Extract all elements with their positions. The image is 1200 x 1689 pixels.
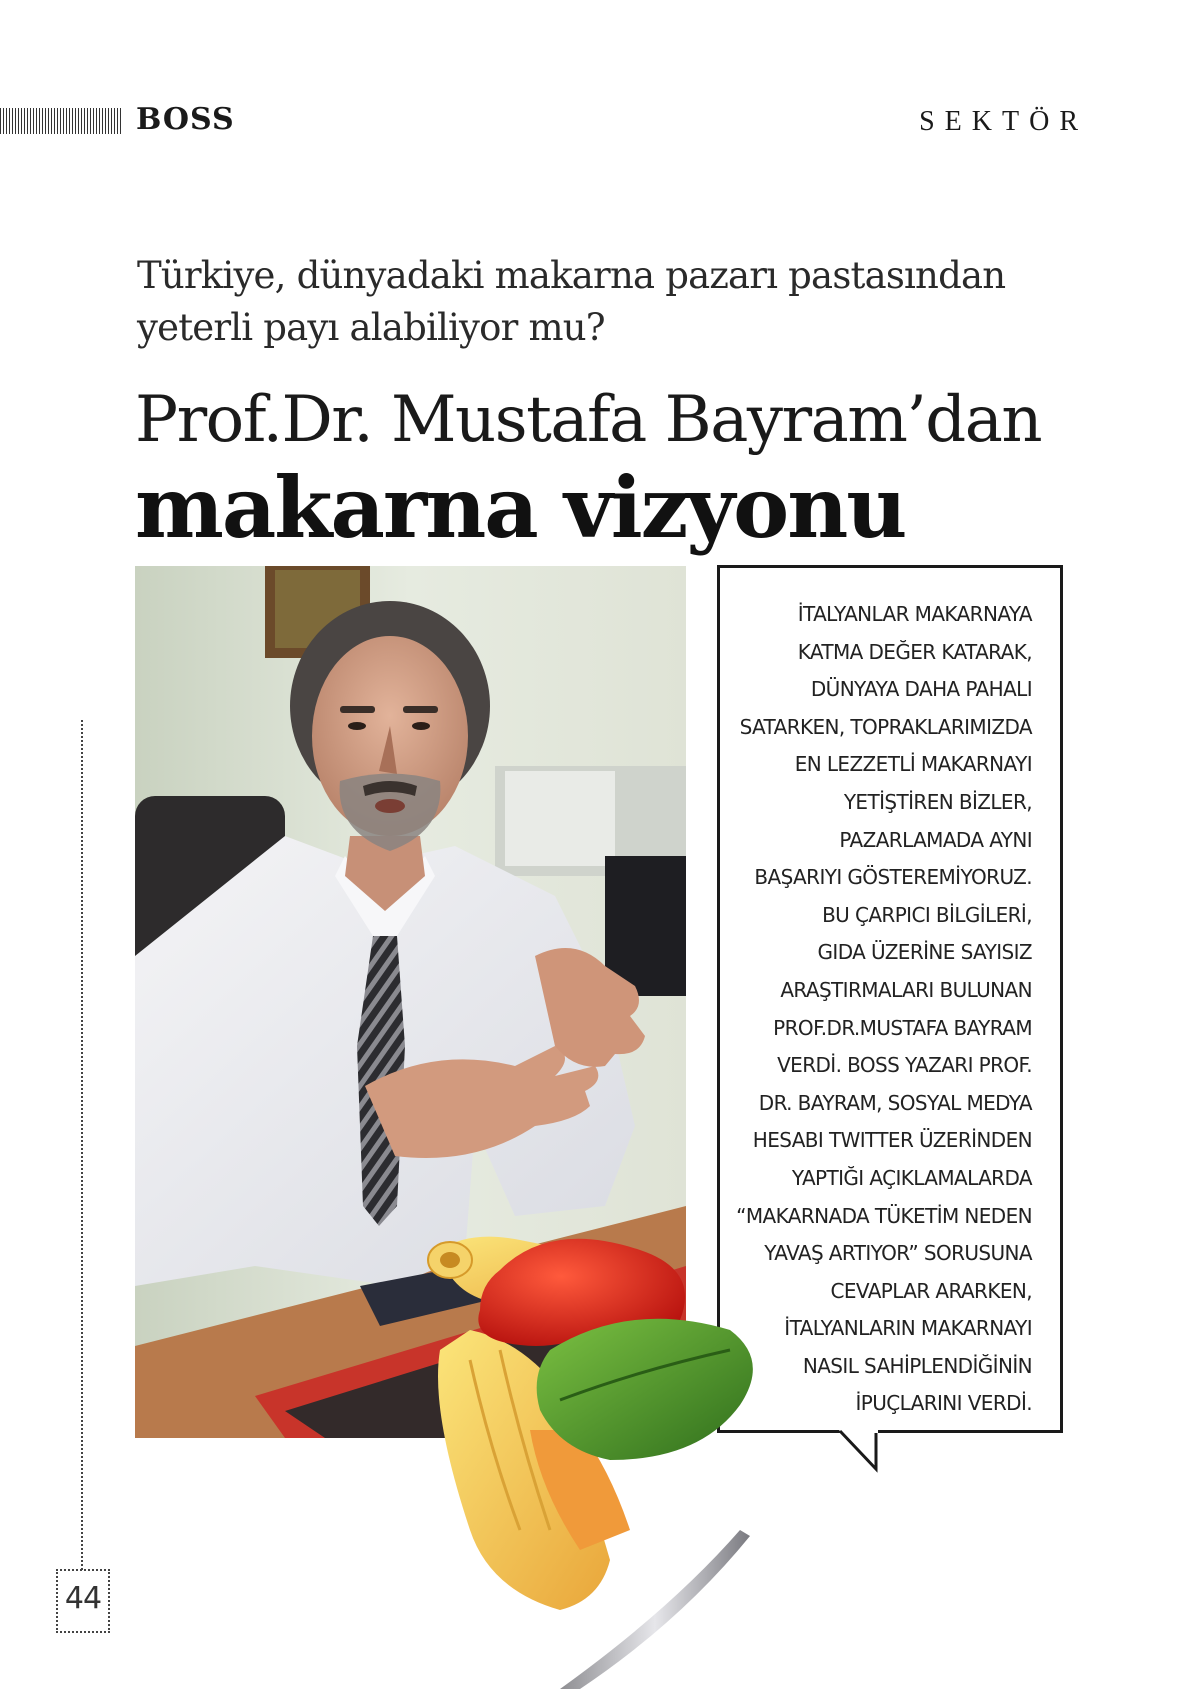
page-number: 44 [64, 1581, 102, 1616]
article-subtitle: Türkiye, dünyadaki makarna pazarı pastasından yeterli payı alabiliyor mu? [137, 254, 1006, 349]
magazine-logo: BOSS [136, 102, 235, 137]
margin-dotted-line [81, 720, 83, 1570]
section-label: SEKTÖR [919, 106, 1088, 137]
pasta-fork-illustration [410, 1230, 850, 1689]
barcode-decoration [0, 108, 122, 134]
article-title-line1: Prof.Dr. Mustafa Bayram’dan [135, 383, 1042, 457]
page-number-box [56, 1569, 110, 1633]
pull-quote-text: İTALYANLAR MAKARNAYA KATMA DEĞER KATARAK, DÜNYAYA DAHA PAHALI SATARKEN, TOPRAKLARIMIZDA EN LEZZETLİ MAKARNAYI YETİŞTİREN BİZLER, PAZARLAMADA AYNI BAŞARIYI GÖSTEREMİYORUZ. BU ÇARPICI BİLGİLERİ, GIDA ÜZERİNE SAYISIZ ARAŞTIRMALARI BULUNAN PROF.DR.MUSTAFA BAYRAM VERDİ. BOSS YAZARI PROF. DR. BAYRAM, SOSYAL MEDYA HESABI TWITTER ÜZERİNDEN YAPTIĞI AÇIKLAMALARDA “MAKARNADA TÜKETİM NEDEN YAVAŞ ARTIYOR” SORUSUNA CEVAPLAR ARARKEN, İTALYANLARIN MAKARNAYI NASIL SAHİPLENDİĞİNİN İPUÇLARINI VERDİ. [736, 602, 1032, 1416]
article-title-line2: makarna vizyonu [135, 458, 906, 557]
